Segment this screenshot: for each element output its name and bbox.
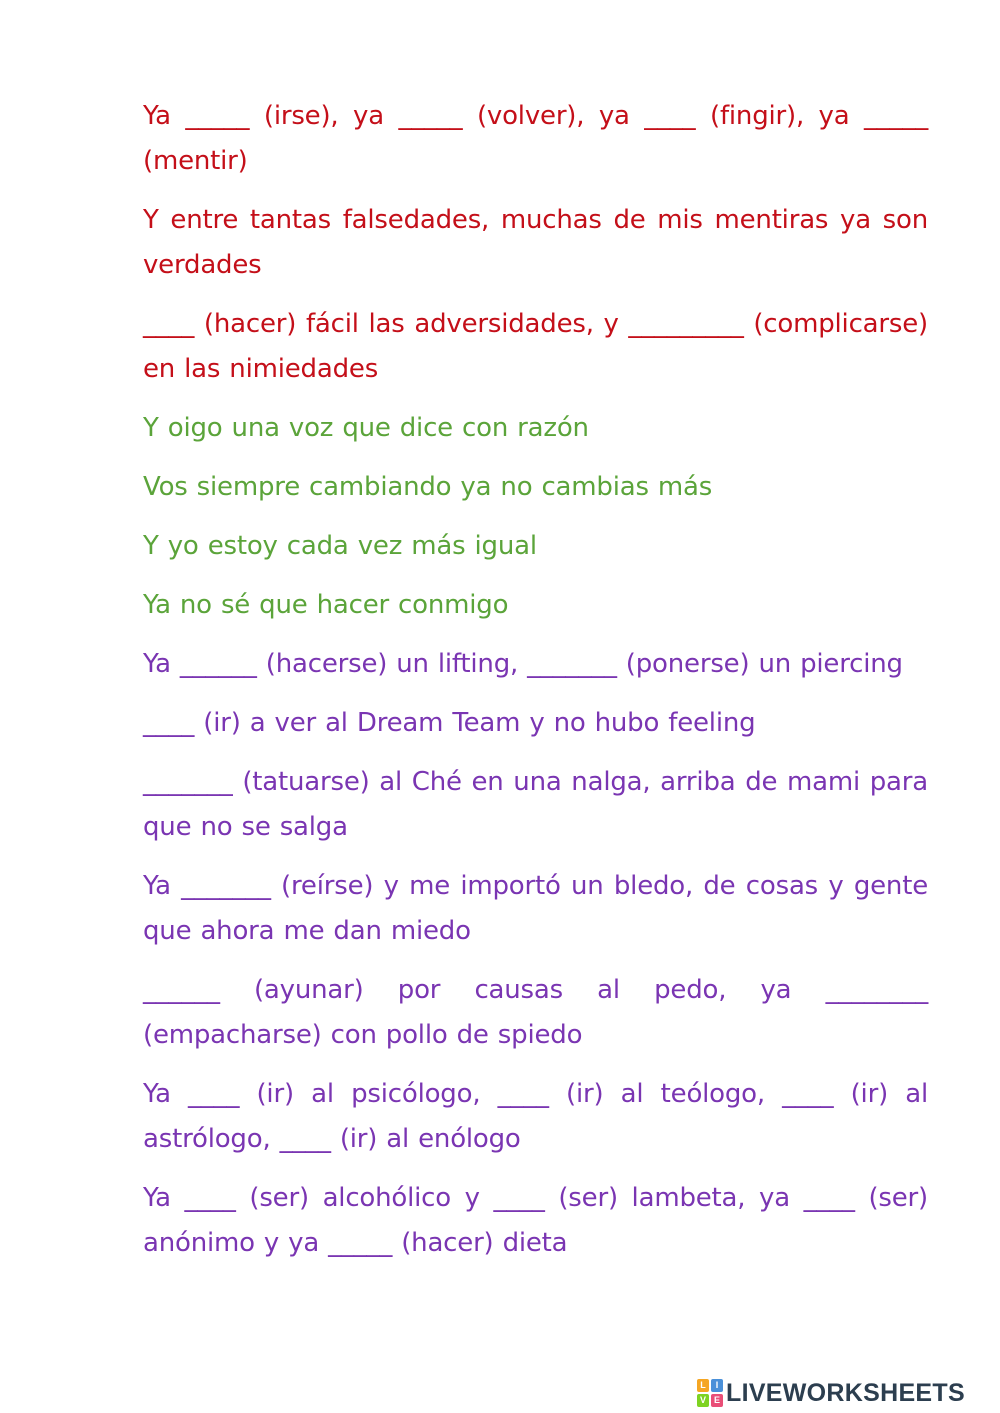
logo-text: LIVEWORKSHEETS	[726, 1378, 965, 1407]
lyric-line-3: ____ (hacer) fácil las adversidades, y _________ (complicarse) en las nimiedades	[143, 309, 928, 384]
lyric-line-9: ____ (ir) a ver al Dream Team y no hubo feeling	[143, 708, 756, 738]
logo-mark-icon	[697, 1379, 723, 1407]
worksheet-body	[143, 94, 928, 1280]
liveworksheets-logo	[697, 1378, 965, 1408]
lyric-line-8: Ya ______ (hacerse) un lifting, _______ (ponerse) un piercing	[143, 649, 903, 679]
logo-mark-cell: L	[697, 1379, 709, 1392]
logo-mark-cell: E	[711, 1394, 723, 1407]
lyric-line-14: Ya ____ (ser) alcohólico y ____ (ser) lambeta, ya ____ (ser) anónimo y ya _____ (hacer) dieta	[143, 1183, 928, 1258]
lyric-line-4: Y oigo una voz que dice con razón	[143, 413, 589, 443]
logo-mark-cell: V	[697, 1394, 709, 1407]
lyric-line-10: _______ (tatuarse) al Ché en una nalga, arriba de mami para que no se salga	[143, 767, 928, 842]
lyric-line-11: Ya _______ (reírse) y me importó un bledo, de cosas y gente que ahora me dan miedo	[143, 871, 928, 946]
lyric-line-6: Y yo estoy cada vez más igual	[143, 531, 537, 561]
lyric-line-13: Ya ____ (ir) al psicólogo, ____ (ir) al teólogo, ____ (ir) al astrólogo, ____ (ir) al enólogo	[143, 1079, 928, 1154]
lyric-line-5: Vos siempre cambiando ya no cambias más	[143, 472, 713, 502]
lyric-line-2: Y entre tantas falsedades, muchas de mis mentiras ya son verdades	[143, 205, 928, 280]
logo-mark-cell: I	[711, 1379, 723, 1392]
lyric-line-1: Ya _____ (irse), ya _____ (volver), ya ____ (fingir), ya _____ (mentir)	[143, 101, 928, 176]
lyric-line-12: ______ (ayunar) por causas al pedo, ya ________ (empacharse) con pollo de spiedo	[143, 975, 928, 1050]
lyric-line-7: Ya no sé que hacer conmigo	[143, 590, 509, 620]
